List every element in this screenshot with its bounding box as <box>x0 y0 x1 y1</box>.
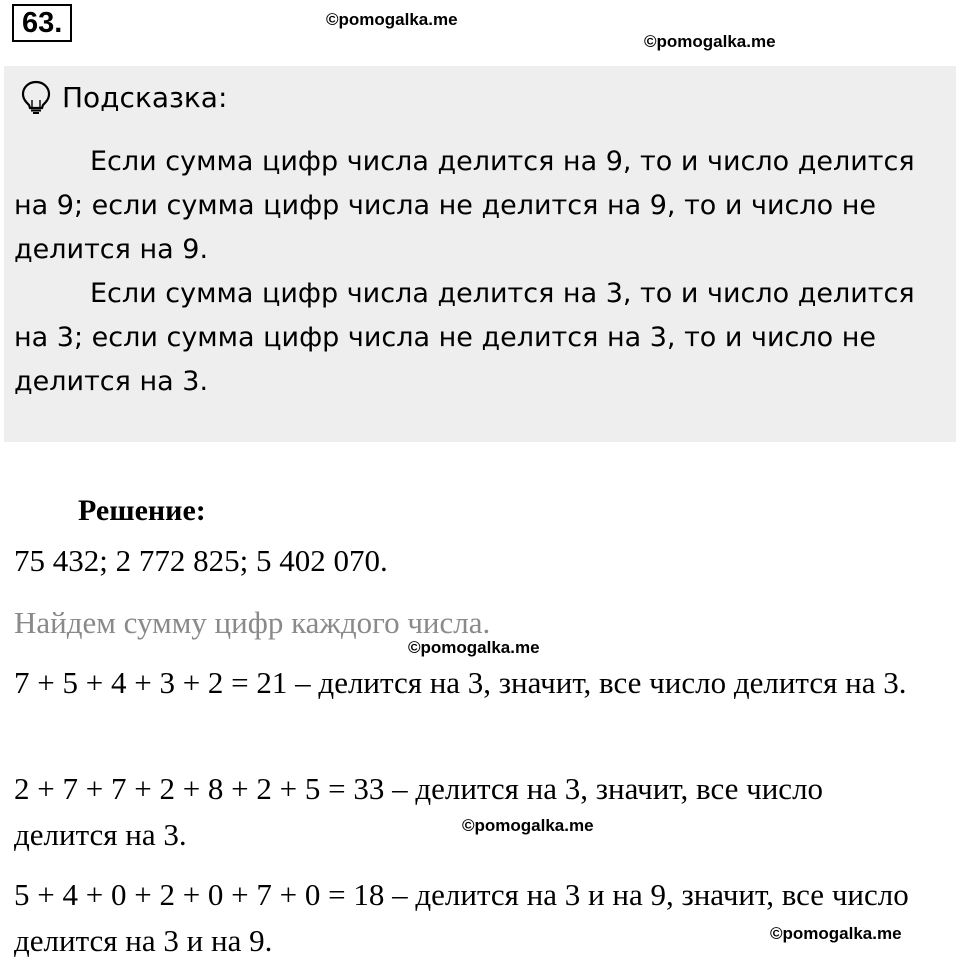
equation: 2 + 7 + 7 + 2 + 8 + 2 + 5 = 33 <box>14 771 385 806</box>
watermark: ©pomogalka.me <box>326 10 458 29</box>
hint-paragraph: Если сумма цифр числа делится на 9, то и число делится на 9; если сумма цифр числа не делится на 9, то и число не делится на 9. <box>14 146 915 265</box>
problem-number: 63. <box>12 4 72 42</box>
watermark: ©pomogalka.me <box>462 816 594 835</box>
conclusion: – делится на 3, значит, все число делится на 3. <box>14 771 824 852</box>
conclusion: – делится на 3, значит, все число делится на 3. <box>287 665 907 700</box>
equation: 5 + 4 + 0 + 2 + 0 + 7 + 0 = 18 <box>14 877 385 912</box>
watermark: ©pomogalka.me <box>644 32 776 51</box>
watermark: ©pomogalka.me <box>770 924 902 943</box>
solution-title: Решение: <box>78 494 206 527</box>
conclusion: – делится на 3 и на 9, значит, все число делится на 3 и на 9. <box>14 877 909 958</box>
solution-item <box>14 766 914 858</box>
hint-box <box>4 66 956 442</box>
hint-paragraph: Если сумма цифр числа делится на 3, то и число делится на 3; если сумма цифр числа не делится на 3, то и число не делится на 3. <box>14 278 915 397</box>
watermark: ©pomogalka.me <box>408 638 540 657</box>
hint-title: Подсказка: <box>62 80 228 114</box>
hint-header <box>20 80 227 114</box>
lightbulb-icon <box>20 80 52 114</box>
solution-intro: Найдем сумму цифр каждого числа. <box>14 605 491 640</box>
solution-item <box>14 872 914 964</box>
equation: 7 + 5 + 4 + 3 + 2 = 21 <box>14 665 288 700</box>
solution-item <box>14 660 914 706</box>
numbers-list: 75 432; 2 772 825; 5 402 070. <box>14 543 388 578</box>
